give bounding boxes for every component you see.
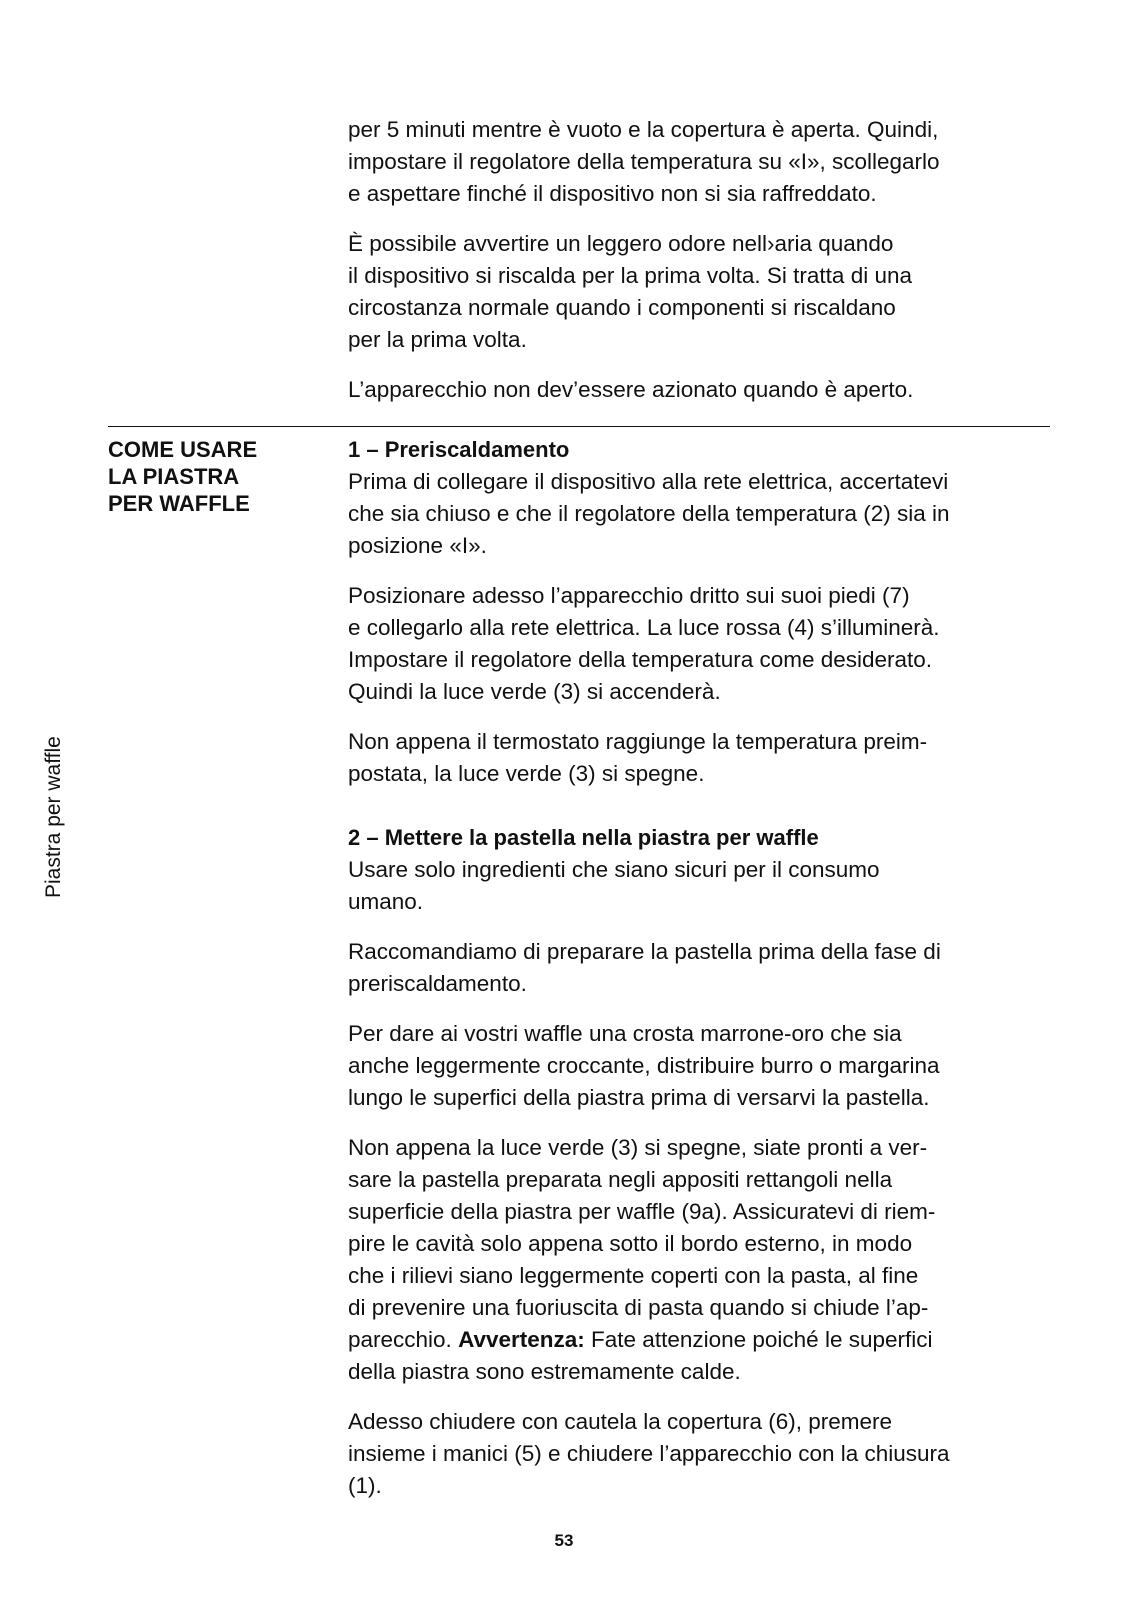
- text-line: superficie della piastra per waffle (9a). Assicuratevi di riem-: [348, 1199, 936, 1224]
- section-title: [108, 436, 328, 517]
- text-line: lungo le superfici della piastra prima di versarvi la pastella.: [348, 1085, 930, 1110]
- section-body: [348, 434, 1048, 1520]
- text-line: impostare il regolatore della temperatura su «I», scollegarlo: [348, 149, 940, 174]
- step-2-paragraph: [348, 936, 1048, 1000]
- closing-paragraph: [348, 1406, 1048, 1502]
- text-line: il dispositivo si riscalda per la prima volta. Si tratta di una: [348, 263, 912, 288]
- text-line: Quindi la luce verde (3) si accenderà.: [348, 679, 721, 704]
- step-2-paragraph: [348, 854, 1048, 918]
- warning-line-lead: parecchio.: [348, 1327, 459, 1352]
- warning-line-tail: Fate attenzione poiché le superfici: [584, 1327, 933, 1352]
- text-line: Per dare ai vostri waffle una crosta marrone-oro che sia: [348, 1021, 902, 1046]
- text-line: anche leggermente croccante, distribuire burro o margarina: [348, 1053, 940, 1078]
- intro-text: [348, 114, 1048, 424]
- step-1-paragraph: [348, 726, 1048, 790]
- side-section-label: Piastra per waffle: [42, 736, 65, 898]
- text-line: per 5 minuti mentre è vuoto e la copertura è aperta. Quindi,: [348, 117, 939, 142]
- text-line: per la prima volta.: [348, 327, 527, 352]
- text-line: Usare solo ingredienti che siano sicuri per il consumo: [348, 857, 880, 882]
- step-2-paragraph: [348, 1018, 1048, 1114]
- text-line: Adesso chiudere con cautela la copertura (6), premere: [348, 1409, 893, 1434]
- text-line: (1).: [348, 1473, 382, 1498]
- section-title-line: COME USARE: [108, 437, 258, 462]
- text-line: Impostare il regolatore della temperatura come desiderato.: [348, 647, 933, 672]
- section-title-line: LA PIASTRA: [108, 464, 240, 489]
- text-line: umano.: [348, 889, 424, 914]
- warning-paragraph: [348, 1132, 1048, 1388]
- intro-paragraph: [348, 228, 1048, 356]
- text-line: È possibile avvertire un leggero odore nell›aria quando: [348, 231, 894, 256]
- section-divider: [108, 426, 1050, 427]
- section-title-line: PER WAFFLE: [108, 491, 250, 516]
- text-line: di prevenire una fuoriuscita di pasta quando si chiude l’ap-: [348, 1295, 929, 1320]
- text-line: L’apparecchio non dev’essere azionato quando è aperto.: [348, 377, 914, 402]
- text-line: postata, la luce verde (3) si spegne.: [348, 761, 705, 786]
- text-line: Non appena la luce verde (3) si spegne, siate pronti a ver-: [348, 1135, 928, 1160]
- warning-label: Avvertenza:: [458, 1327, 585, 1352]
- intro-paragraph: [348, 114, 1048, 210]
- text-line: Non appena il termostato raggiunge la temperatura preim-: [348, 729, 928, 754]
- page-number: 53: [554, 1531, 574, 1550]
- text-line: e collegarlo alla rete elettrica. La luce rossa (4) s’illuminerà.: [348, 615, 940, 640]
- text-line: Prima di collegare il dispositivo alla rete elettrica, accertatevi: [348, 469, 949, 494]
- text-line: insieme i manici (5) e chiudere l’apparecchio con la chiusura: [348, 1441, 950, 1466]
- text-line: circostanza normale quando i componenti si riscaldano: [348, 295, 896, 320]
- text-line: e aspettare finché il dispositivo non si sia raffreddato.: [348, 181, 877, 206]
- warning-line: [348, 1324, 1048, 1356]
- text-line: che i rilievi siano leggermente coperti con la pasta, al fine: [348, 1263, 919, 1288]
- step-1-heading: 1 – Preriscaldamento: [348, 437, 570, 462]
- step-2-heading: 2 – Mettere la pastella nella piastra per waffle: [348, 825, 819, 850]
- text-line: pire le cavità solo appena sotto il bordo esterno, in modo: [348, 1231, 913, 1256]
- text-line: posizione «I».: [348, 533, 487, 558]
- text-line: della piastra sono estremamente calde.: [348, 1359, 741, 1384]
- text-line: Posizionare adesso l’apparecchio dritto sui suoi piedi (7): [348, 583, 910, 608]
- text-line: sare la pastella preparata negli appositi rettangoli nella: [348, 1167, 893, 1192]
- intro-paragraph: [348, 374, 1048, 406]
- step-1-paragraph: [348, 466, 1048, 562]
- text-line: Raccomandiamo di preparare la pastella prima della fase di: [348, 939, 941, 964]
- text-line: che sia chiuso e che il regolatore della temperatura (2) sia in: [348, 501, 950, 526]
- text-line: preriscaldamento.: [348, 971, 527, 996]
- step-1-paragraph: [348, 580, 1048, 708]
